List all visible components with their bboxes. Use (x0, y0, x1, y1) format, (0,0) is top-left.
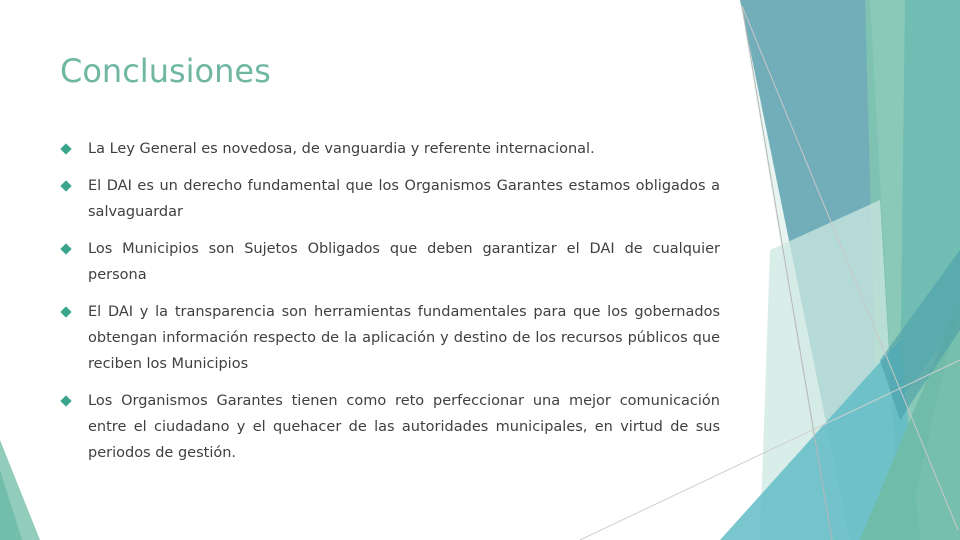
bullet-item (60, 388, 720, 466)
bullet-text: Los Organismos Garantes tienen como reto perfeccionar una mejor comunicación entre el ciudadano y el quehacer de las autoridades municipales, en virtud de sus periodos de gestión. (88, 393, 720, 461)
bullet-text: El DAI y la transparencia son herramientas fundamentales para que los gobernados obtengan información respecto de la aplicación y destino de los recursos públicos que reciben los Municipios (88, 304, 720, 372)
slide-title: Conclusiones (60, 52, 271, 90)
diamond-bullet-icon (60, 306, 71, 317)
diamond-bullet-icon (60, 243, 71, 254)
diamond-bullet-icon (60, 180, 71, 191)
bullet-text: Los Municipios son Sujetos Obligados que deben garantizar el DAI de cualquier persona (88, 241, 720, 283)
bullet-text: El DAI es un derecho fundamental que los Organismos Garantes estamos obligados a salvaguardar (88, 178, 720, 220)
bullet-list (60, 136, 720, 477)
bullet-text: La Ley General es novedosa, de vanguardia y referente internacional. (88, 141, 595, 157)
diamond-bullet-icon (60, 395, 71, 406)
bullet-item (60, 236, 720, 288)
diamond-bullet-icon (60, 143, 71, 154)
bullet-item (60, 136, 720, 162)
bullet-item (60, 173, 720, 225)
bullet-item (60, 299, 720, 377)
